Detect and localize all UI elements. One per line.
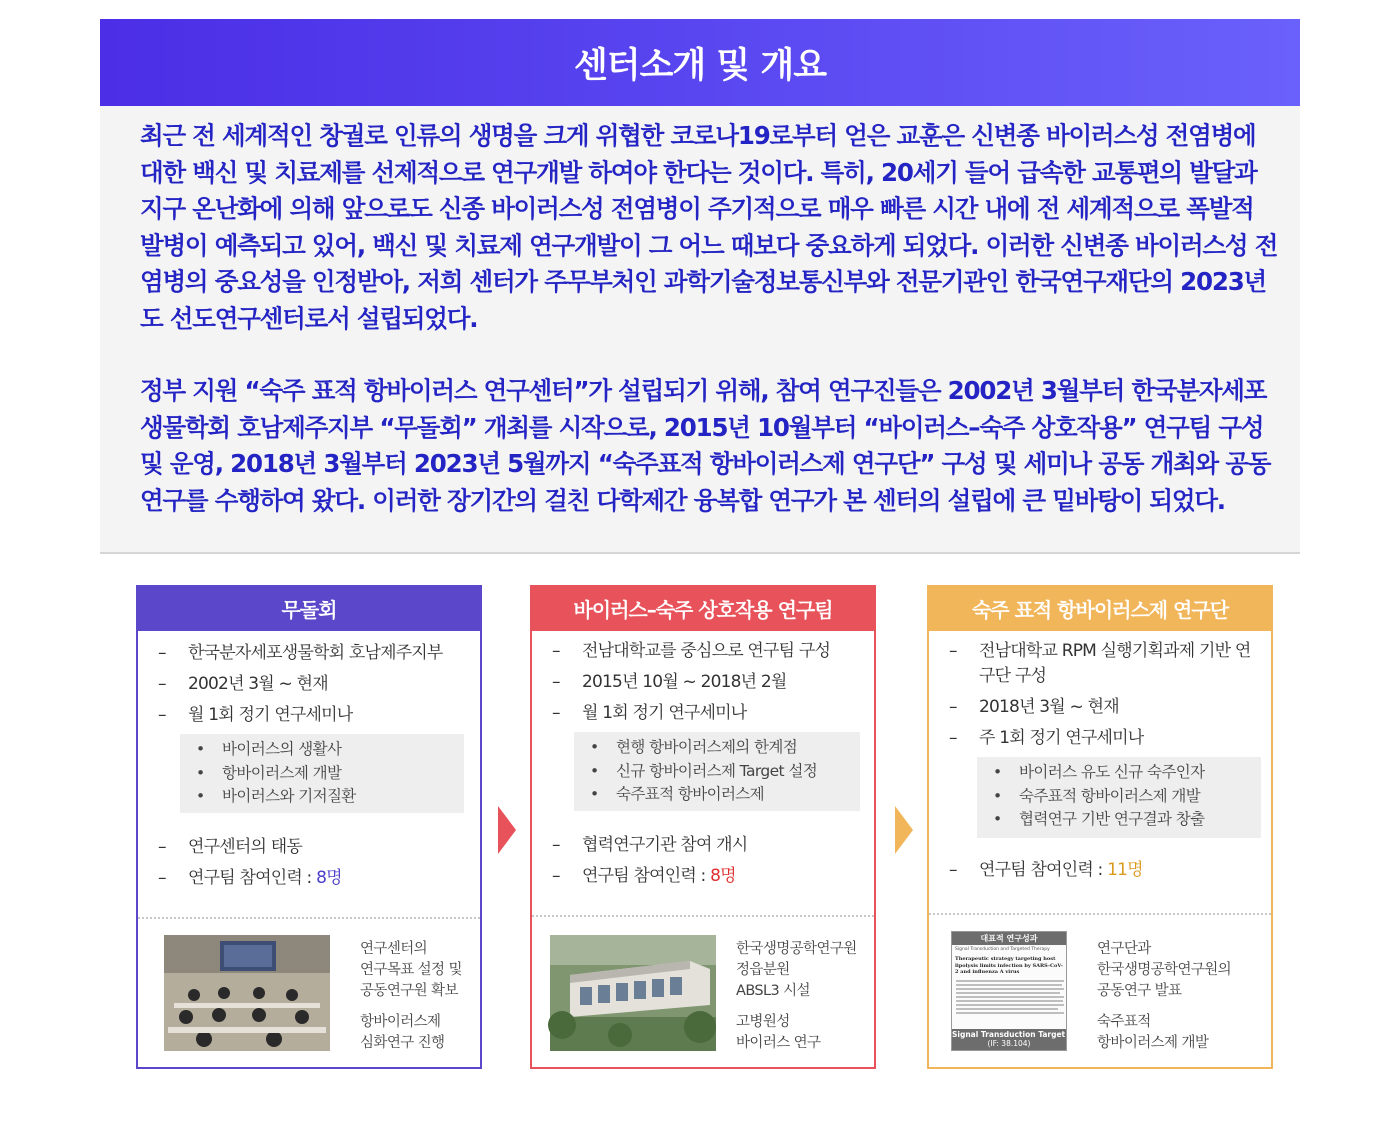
- card-mudolhoe: [136, 585, 482, 1069]
- card-divider: [532, 915, 874, 917]
- list-item: – 월 1회 정기 연구세미나: [158, 705, 353, 725]
- sub-item: • 협력연구 기반 연구결과 창출: [993, 810, 1205, 828]
- card-foot-text: 연구센터의 연구목표 설정 및 공동연구원 확보 항바이러스제 심화연구 진행: [360, 941, 462, 1051]
- sub-item: • 바이러스의 생활사: [196, 740, 342, 758]
- card-divider: [929, 913, 1271, 915]
- participants-count: 11명: [1107, 859, 1143, 880]
- participants-item: – 연구팀 참여인력 : 8명: [158, 867, 342, 888]
- card-list: [138, 825, 480, 891]
- card-title: 바이러스–숙주 상호작용 연구팀: [573, 597, 833, 622]
- card-host-targeted-antiviral-group: [927, 585, 1273, 1069]
- list-item: – 연구센터의 태동: [158, 836, 302, 857]
- sub-item: • 현행 항바이러스제의 한계점: [590, 738, 798, 756]
- paper-footer: Signal Transduction Target Ther (IF: 38.104): [952, 1030, 1087, 1048]
- sub-topics-box: [180, 734, 464, 813]
- intro-paragraph-2: 정부 지원 “숙주 표적 항바이러스 연구센터”가 설립되기 위해, 참여 연구진들은 2002년 3월부터 한국분자세포생물학회 호남제주지부 “무돌회” 개최를 시작으로, 2015년 10월부터 “바이러스–숙주 상호작용” 연구팀 구성 및 운영, 2018년 3월부터 2023년 5월까지 “숙주표적 항바이러스제 연구단” 구성 및 세미나 공동 개최와 공동연구를 수행하여 왔다. 이러한 장기간의 걸친 다학제간 융복합 연구가 본 센터의 설립에 큰 밑바탕이 되었다.: [140, 376, 1271, 515]
- intro-box: [100, 106, 1300, 554]
- list-item: – 주 1회 정기 연구세미나: [949, 728, 1144, 748]
- card-list: [532, 631, 874, 726]
- card-list: [929, 631, 1271, 751]
- participants-count: 8명: [316, 867, 342, 888]
- card-header: [136, 585, 482, 631]
- paper-journal: Signal Transduction and Targeted Therapy: [955, 947, 1050, 952]
- card-header: [530, 585, 876, 631]
- participants-item: – 연구팀 참여인력 : 11명: [949, 859, 1143, 880]
- sub-topics-box: [574, 732, 860, 811]
- list-item: – 2015년 10월 ~ 2018년 2월: [552, 672, 787, 692]
- card-list: [929, 850, 1271, 883]
- sub-item: • 신규 항바이러스제 Target 설정: [590, 761, 818, 780]
- card-virus-host-team: [530, 585, 876, 1069]
- card-list: [138, 631, 480, 728]
- card-foot-text: 연구단과 한국생명공학연구원의 공동연구 발표 숙주표적 항바이러스제 개발: [1097, 941, 1232, 1051]
- card-divider: [138, 917, 480, 919]
- seminar-photo: [164, 935, 330, 1051]
- paper-body-lines: [952, 978, 1068, 1018]
- participants-item: – 연구팀 참여인력 : 8명: [552, 865, 736, 886]
- list-item: – 월 1회 정기 연구세미나: [552, 703, 747, 723]
- sub-item: • 항바이러스제 개발: [196, 763, 342, 782]
- arrow-right-icon: [895, 806, 913, 854]
- list-item: – 협력연구기관 참여 개시: [552, 834, 748, 855]
- card-title: 숙주 표적 항바이러스제 연구단: [971, 597, 1229, 622]
- card-title: 무돌회: [281, 597, 337, 622]
- card-list: [532, 823, 874, 889]
- list-item: – 전남대학교를 중심으로 연구팀 구성: [552, 641, 831, 661]
- participants-count: 8명: [710, 865, 736, 886]
- list-item: – 한국분자세포생물학회 호남제주지부: [158, 643, 443, 663]
- list-item: – 전남대학교 RPM 실행기획과제 기반 연구단 구성: [949, 641, 1251, 686]
- section-header: [100, 19, 1300, 106]
- sub-item: • 바이러스 유도 신규 숙주인자: [993, 763, 1205, 781]
- card-foot-text: 한국생명공학연구원 정읍분원 ABSL3 시설 고병원성 바이러스 연구: [736, 941, 857, 1051]
- arrow-right-icon: [498, 806, 516, 854]
- list-item: – 2002년 3월 ~ 현재: [158, 674, 328, 694]
- sub-item: • 바이러스와 기저질환: [196, 787, 356, 805]
- sub-topics-box: [977, 757, 1261, 838]
- paper-thumbnail: [951, 931, 1087, 1051]
- intro-paragraph-1: 최근 전 세계적인 창궐로 인류의 생명을 크게 위협한 코로나19로부터 얻은 교훈은 신변종 바이러스성 전염병에 대한 백신 및 치료제를 선제적으로 연구개발 하여야 한다는 것이다. 특히, 20세기 들어 급속한 교통편의 발달과 지구 온난화에 의해 앞으로도 신종 바이러스성 전염병이 주기적으로 매우 빠른 시간 내에 전 세계적으로 폭발적 발병이 예측되고 있어, 백신 및 치료제 연구개발이 그 어느 때보다 중요하게 되었다. 이러한 신변종 바이러스성 전염병의 중요성을 인정받아, 저희 센터가 주무부처인 과학기술정보통신부와 전문기관인 한국연구재단의 2023년도 선도연구센터로서 설립되었다.: [140, 121, 1278, 333]
- card-header: [927, 585, 1273, 631]
- list-item: – 2018년 3월 ~ 현재: [949, 697, 1119, 717]
- paper-article-title: Therapeutic strategy targeting host lipolysis limits infection by SARS-CoV-2 and influenza A virus: [955, 956, 1063, 975]
- sub-item: • 숙주표적 항바이러스제 개발: [993, 786, 1201, 805]
- sub-item: • 숙주표적 항바이러스제: [590, 785, 765, 803]
- paper-header: 대표적 연구성과: [952, 932, 1066, 945]
- building-photo: [550, 935, 716, 1051]
- section-title: 센터소개 및 개요: [573, 45, 827, 86]
